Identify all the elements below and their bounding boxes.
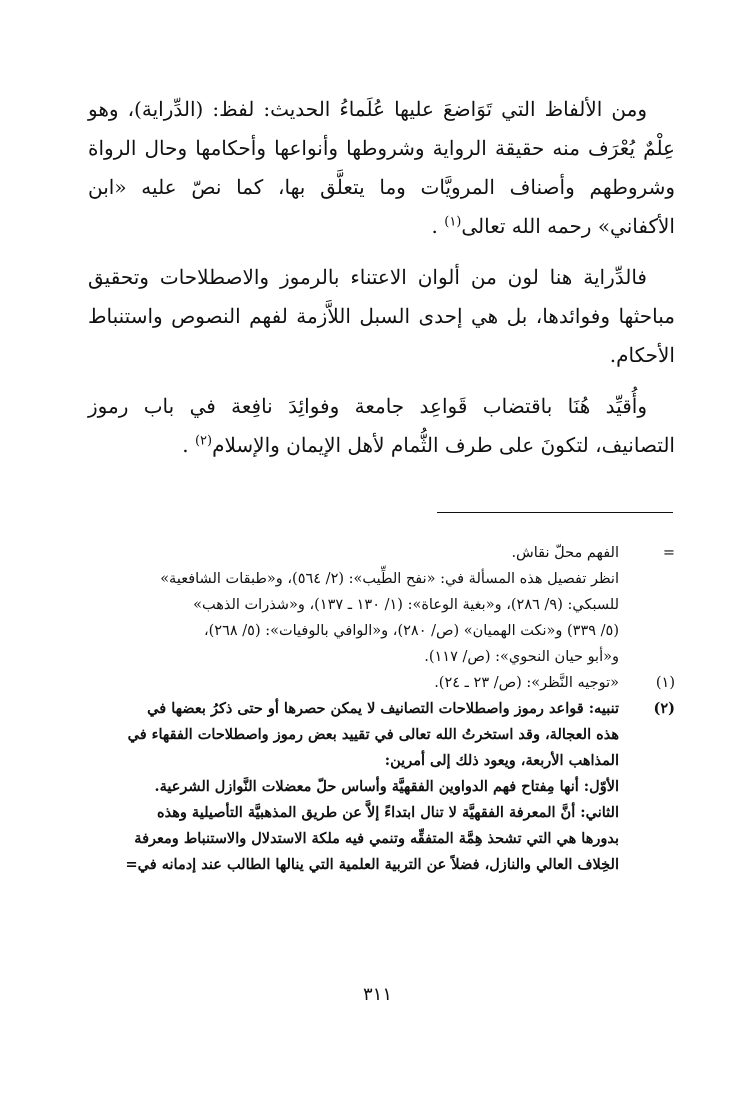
paragraph-1-end: . [431,214,445,238]
footnote-ref-1: (١) [444,214,462,230]
footnote-1 [88,670,675,696]
footnote-line: المذاهب الأربعة، ويعود ذلك إلى أمرين: [384,752,619,769]
main-text [88,90,675,477]
footnote-line: للسبكي: (٩/ ٢٨٦)، و«بغية الوعاة»: (١/ ١٣٠ ـ ١٣٧)، و«شذرات الذهب» [193,597,619,613]
footnote-separator [437,512,673,513]
footnote-line: الثاني: أنَّ المعرفة الفقهيَّة لا تنال ابتداءً إلاَّ عن طريق المذهبيَّة التأصيلية وهذه [157,804,619,821]
footnote-1-body [88,670,619,696]
footnote-line: بدورها هي التي تشحذ هِمَّة المتفقِّه وتنمي فيه ملكة الاستدلال والاستنباط ومعرفة [134,830,619,847]
footnote-line: هذه العجالة، وقد استخرتُ الله تعالى في تقييد بعض رموز واصطلاحات الفقهاء في [127,726,619,743]
footnotes [88,540,675,878]
paragraph-3 [88,387,675,465]
footnote-line: الفهم محلّ نقاش. [511,545,619,561]
footnote-line: تنبيه: قواعد رموز واصطلاحات التصانيف لا يمكن حصرها أو حتى ذكرُ بعضها في [147,700,619,717]
footnote-line: و«أبو حيان النحوي»: (ص/ ١١٧). [424,649,619,665]
footnote-1-mark: (١) [655,675,675,691]
footnote-continuation-mark: = [662,545,675,561]
footnote-2 [88,696,675,878]
paragraph-2-text: فالدِّراية هنا لون من ألوان الاعتناء بالرموز والاصطلاحات وتحقيق مباحثها وفوائدها، بل هي إحدى السبل اللاَّزمة لفهم النصوص واستنباط الأحكام. [88,265,675,367]
footnote-2-body [88,696,619,878]
paragraph-3-text: وأُقيِّد هُنَا باقتضاب قَواعِد جامعة وفوائِدَ نافِعة في باب رموز التصانيف، لتكونَ على طرف الثُّمام لأهل الإيمان والإسلام [88,394,675,457]
footnote-continuation [88,540,675,670]
paragraph-1 [88,90,675,246]
footnote-continuation-body [88,540,619,670]
page-number: ٣١١ [362,984,392,1005]
footnote-line: الخِلاف العالي والنازل، فضلاً عن التربية العلمية التي ينالها الطالب عند إدمانه في= [125,856,619,873]
paragraph-1-text: ومن الألفاظ التي تَوَاضعَ عليها عُلَماءُ الحديث: لفظ: (الدِّراية)، وهو عِلْمٌ يُعْرَف منه حقيقة الرواية وشروطها وأنواعها وأحكامها وحال الرواة وشروطهم وأصناف المرويَّات وما يتعلَّق بها، كما نصّ عليه «ابن الأكفاني» رحمه الله تعالى [88,97,675,238]
footnote-2-mark: (٢) [653,700,675,717]
footnote-line: انظر تفصيل هذه المسألة في: «نفح الطِّيب»: (٢/ ٥٦٤)، و«طبقات الشافعية» [160,571,619,587]
footnote-line: «توجيه النَّظر»: (ص/ ٢٣ ـ ٢٤). [434,675,619,691]
footnote-line: الأوّل: أنها مِفتاح فهم الدواوين الفقهيَّة وأساس حلّ معضلات النَّوازل الشرعية. [154,778,619,795]
footnote-ref-2: (٢) [194,433,213,449]
paragraph-2 [88,258,675,375]
paragraph-3-end: . [182,433,195,457]
footnote-line: (٥/ ٣٣٩) و«نكت الهميان» (ص/ ٢٨٠)، و«الوافي بالوفيات»: (٥/ ٢٦٨)، [203,623,619,639]
